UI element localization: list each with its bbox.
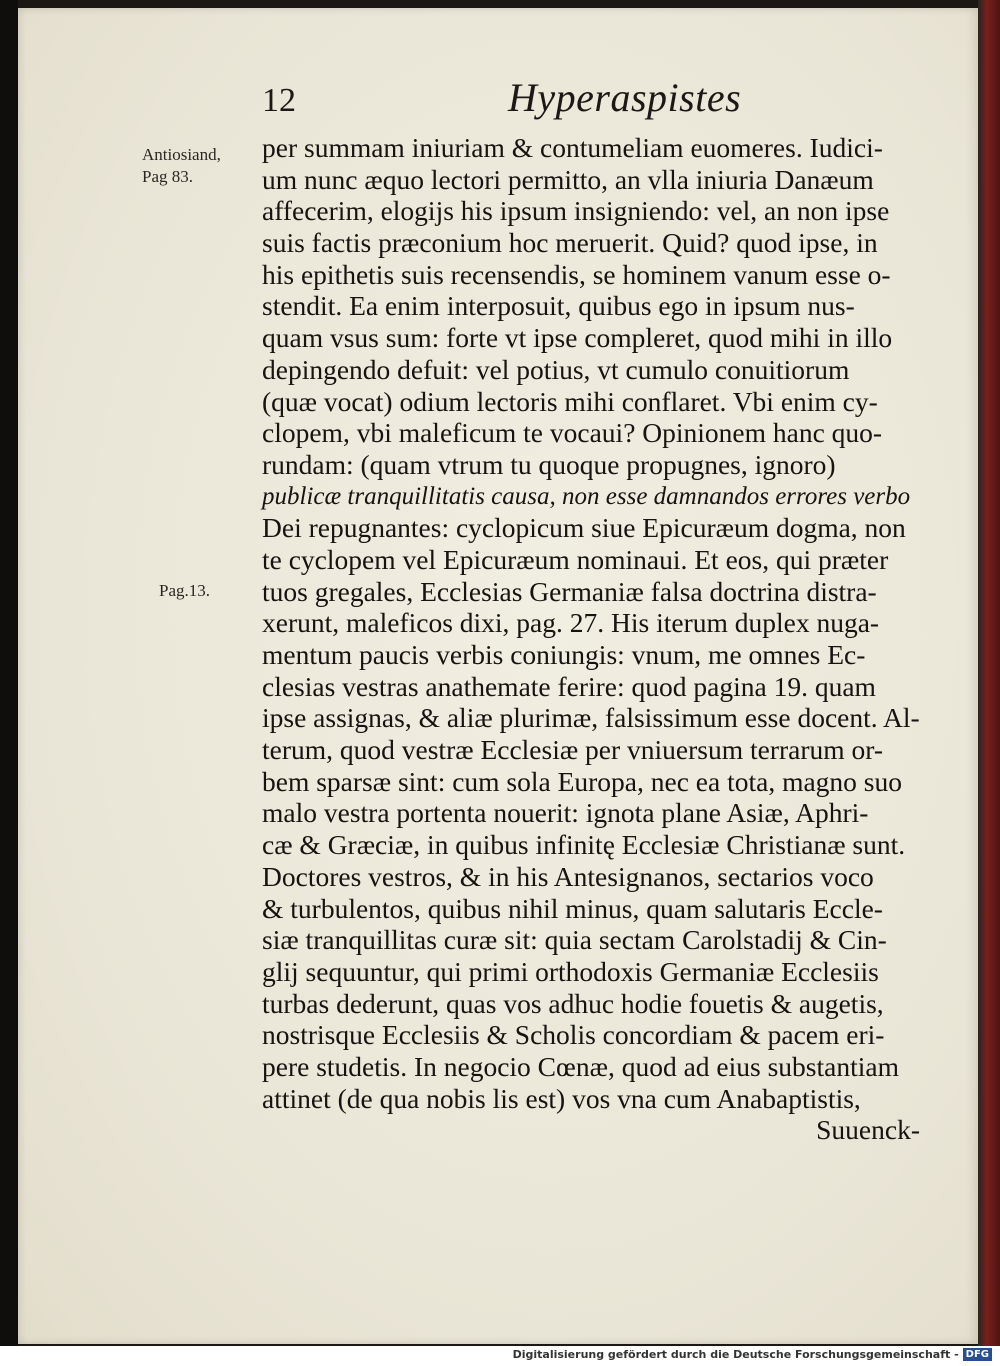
text-line: Doctores vestros, & in his Antesignanos, sectarios voco [262,860,874,892]
text-line: clopem, vbi maleficum te vocaui? Opinionem hanc quo- [262,417,883,449]
text-line: bem sparsæ sint: cum sola Europa, nec ea tota, magno suo [262,765,902,797]
text-line: rundam: (quam vtrum tu quoque propugnes, ignoro) [262,448,836,480]
page-number: 12 [262,82,296,119]
text-line: attinet (de qua nobis lis est) vos vna cum Anabaptistis, [262,1082,861,1114]
text-line: terum, quod vestræ Ecclesiæ per vniuersum terrarum or- [262,734,884,766]
text-line: tuos gregales, Ecclesias Germaniæ falsa doctrina distra- [262,575,877,607]
text-line: per summam iniuriam & contumeliam euomeres. Iudici- [262,132,883,163]
dfg-logo: DFG [963,1348,992,1361]
page-edge [978,0,1000,1346]
text-line: turbas dederunt, quas vos adhuc hodie fouetis & augetis, [262,987,884,1019]
body-text [262,132,922,1146]
text-line: clesias vestras anathemate ferire: quod pagina 19. quam [262,670,876,702]
text-line: pere studetis. In negocio Cœnæ, quod ad eius substantiam [262,1050,899,1082]
margin-note-line: Antiosiand, [142,145,221,164]
running-title: Hyperaspistes [508,75,742,120]
text-line: quam vsus sum: forte vt ipse compleret, quod mihi in illo [262,322,893,354]
margin-note-pag13: Pag.13. [159,581,210,600]
text-line: mentum paucis verbis coniungis: vnum, me omnes Ec- [262,639,866,670]
margin-note-antiosiand [142,144,221,188]
text-line-italic: publicæ tranquillitatis causa, non esse damnandos errores verbo [262,482,911,510]
text-line: ipse assignas, & aliæ plurimæ, falsissimum esse docent. Al- [262,702,920,734]
text-line: cæ & Græciæ, in quibus infinitę Ecclesiæ Christianæ sunt. [262,829,906,861]
credit-text: Digitalisierung gefördert durch die Deutsche Forschungsgemeinschaft - [512,1348,959,1361]
text-line: his epithetis suis recensendis, se hominem vanum esse o- [262,258,891,290]
digitization-credit [513,1348,992,1361]
text-line: siæ tranquillitas curæ sit: quia sectam Carolstadij & Cin- [262,924,887,956]
text-line: glij sequuntur, qui primi orthodoxis Germaniæ Ecclesiis [262,955,879,987]
text-line: & turbulentos, quibus nihil minus, quam salutaris Eccle- [262,892,883,924]
text-line: te cyclopem vel Epicuræum nominaui. Et eos, qui præter [262,543,889,575]
text-line: um nunc æquo lectori permitto, an vlla iniuria Danæum [262,163,874,195]
text-line: Dei repugnantes: cyclopicum siue Epicuræum dogma, non [262,512,906,544]
text-line: (quæ vocat) odium lectoris mihi conflaret. Vbi enim cy- [262,385,878,417]
text-line: malo vestra portenta nouerit: ignota plane Asiæ, Aphri- [262,797,869,829]
text-line: stendit. Ea enim interposuit, quibus ego in ipsum nus- [262,290,855,322]
binding-shadow [0,0,18,1346]
text-line: xerunt, maleficos dixi, pag. 27. His iterum duplex nuga- [262,607,880,639]
margin-note-line: Pag 83. [142,167,193,186]
text-line: affecerim, elogijs his ipsum insigniendo: vel, an non ipse [262,195,890,227]
text-line: depingendo defuit: vel potius, vt cumulo conuitiorum [262,353,850,385]
text-line: suis factis præconium hoc meruerit. Quid? quod ipse, in [262,227,878,259]
catchword: Suuenck- [816,1114,920,1146]
text-line: nostrisque Ecclesiis & Scholis concordiam & pacem eri- [262,1019,885,1051]
